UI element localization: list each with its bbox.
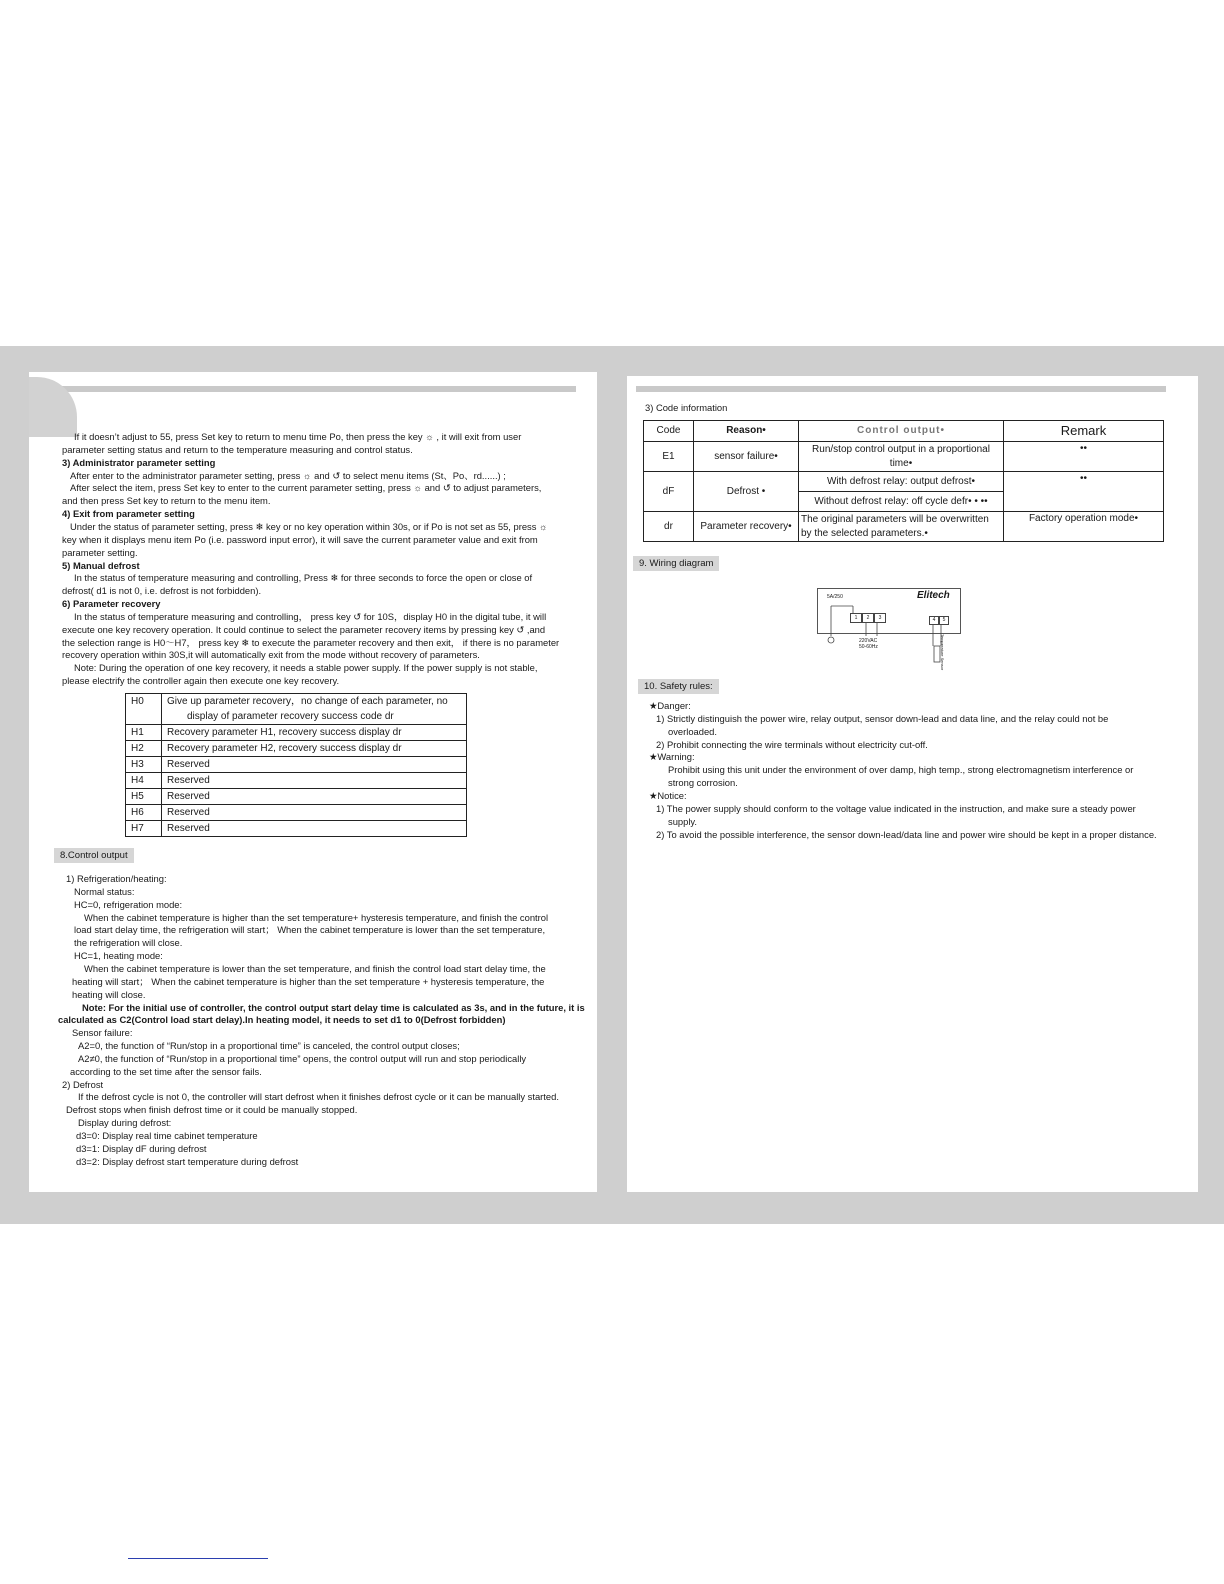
h-code-cell: H0	[126, 694, 162, 725]
h-code-cell: H1	[126, 725, 162, 741]
paragraph-line: please electrify the controller again then execute one key recovery.	[62, 675, 340, 687]
h-code-cell: H5	[126, 789, 162, 805]
page-header-bar	[636, 386, 1166, 392]
header-reason: Reason•	[694, 421, 799, 442]
right-page	[627, 376, 1198, 1192]
voltage-label: 220VAC	[859, 638, 878, 644]
h-desc-cell: Recovery parameter H2, recovery success display dr	[162, 741, 467, 757]
brand-logo: Elitech	[917, 590, 950, 601]
remark-cell: ••	[1004, 442, 1164, 472]
control-output-line: A2=0, the function of “Run/stop in a proportional time” is canceled, the control output closes;	[78, 1040, 460, 1052]
relay-rating: 5A/250	[827, 594, 843, 600]
control-output-line: calculated as C2(Control load start delay).In heating model, it needs to set d1 to 0(Defrost forbidden)	[58, 1014, 506, 1026]
paragraph-line: 3) Administrator parameter setting	[62, 456, 216, 468]
safety-rule-line: supply.	[668, 815, 698, 827]
control-output-line: the refrigeration will close.	[74, 937, 183, 949]
h-desc-line: display of parameter recovery success code dr	[187, 711, 394, 722]
table-row	[126, 821, 467, 837]
paragraph-line: recovery operation within 30S,it will automatically exit from the mode without recovery of parameters.	[62, 649, 480, 661]
safety-rule-line: 2) To avoid the possible interference, the sensor down-lead/data line and power wire should be kept in a proper distance.	[656, 828, 1157, 840]
paragraph-line: If it doesn’t adjust to 55, press Set key to return to menu time Po, then press the key ☼ , it will exit from user	[74, 431, 522, 442]
paragraph-line: defrost( d1 is not 0, i.e. defrost is not forbidden).	[62, 585, 262, 597]
wiring-diagram	[817, 586, 967, 671]
paragraph-line: After enter to the administrator parameter setting, press ☼ and ↺ to select menu items (St、Po、rd......) ;	[70, 469, 506, 481]
reason-cell: Defrost •	[694, 472, 799, 512]
output-cell: The original parameters will be overwritten by the selected parameters.•	[799, 512, 1004, 542]
control-output-line: Sensor failure:	[72, 1027, 133, 1039]
terminal-5: 5	[939, 616, 949, 625]
frequency-label: 50-60Hz	[859, 644, 878, 650]
table-row	[126, 757, 467, 773]
h-desc-cell: Reserved	[162, 789, 467, 805]
h-code-cell: H7	[126, 821, 162, 837]
output-cell: Run/stop control output in a proportional time•	[799, 442, 1004, 472]
page-header-bar	[59, 386, 576, 392]
h-code-cell: H3	[126, 757, 162, 773]
terminal-3: 3	[874, 613, 886, 623]
h-desc-line: Give up parameter recovery，no change of each parameter, no	[167, 696, 448, 707]
safety-rule-line: strong corrosion.	[668, 777, 738, 789]
header-remark: Remark	[1004, 421, 1164, 442]
control-output-line: Normal status:	[74, 885, 135, 897]
sensor-label: Temperature Sensor	[940, 634, 945, 671]
h-desc-cell: Reserved	[162, 757, 467, 773]
control-output-line: according to the set time after the sensor fails.	[70, 1065, 262, 1077]
control-output-line: HC=0, refrigeration mode:	[74, 898, 183, 910]
control-output-line: When the cabinet temperature is higher than the set temperature+ hysteresis temperature, and finish the control	[84, 911, 549, 923]
code-cell: E1	[644, 442, 694, 472]
paragraph-line: 4) Exit from parameter setting	[62, 508, 195, 520]
control-output-line: heating will close.	[72, 988, 146, 1000]
control-output-line: 2) Defrost	[62, 1078, 104, 1090]
control-output-line: d3=1: Display dF during defrost	[76, 1142, 207, 1154]
footnote-rule	[128, 1558, 268, 1559]
h-desc-cell: Reserved	[162, 821, 467, 837]
terminal-4: 4	[929, 616, 939, 625]
remark-cell: Factory operation mode•	[1004, 512, 1164, 542]
h-code-cell: H4	[126, 773, 162, 789]
paragraph-line: and then press Set key to return to the menu item.	[62, 495, 271, 507]
control-output-line: load start delay time, the refrigeration will start； When the cabinet temperature is lower than the set temperature,	[74, 924, 546, 936]
control-output-line: d3=0: Display real time cabinet temperature	[76, 1130, 258, 1141]
control-output-line: Note: For the initial use of controller, the control output start delay time is calculated as 3s, and in the future, it is	[82, 1001, 585, 1013]
safety-rule-line: ★Danger:	[649, 700, 691, 711]
header-control-output: Control output•	[799, 421, 1004, 442]
control-output-line: Defrost stops when finish defrost time or it could be manually stopped.	[66, 1104, 358, 1116]
output-cell: Without defrost relay: off cycle defr• • ••	[799, 492, 1004, 512]
paragraph-line: Under the status of parameter setting, press ❄ key or no key operation within 30s, or if Po is not set as 55, press ☼	[70, 520, 548, 532]
remark-cell: ••	[1004, 472, 1164, 512]
left-page	[29, 372, 597, 1192]
h-desc-cell: Recovery parameter H1, recovery success display dr	[162, 725, 467, 741]
paragraph-line: In the status of temperature measuring and controlling， press key ↺ for 10S，display H0 in the digital tube, it will	[74, 610, 547, 622]
table-row	[126, 805, 467, 821]
h-desc-cell: Reserved	[162, 805, 467, 821]
table-row	[126, 741, 467, 757]
safety-rule-line: 2) Prohibit connecting the wire terminals without electricity cut-off.	[656, 738, 928, 750]
safety-rule-line: Prohibit using this unit under the environment of over damp, high temp., strong electromagnetism interference or	[668, 764, 1134, 776]
control-output-line: When the cabinet temperature is lower than the set temperature, and finish the control load start delay time, the	[84, 962, 546, 974]
h-desc-cell	[162, 694, 467, 725]
code-cell: dr	[644, 512, 694, 542]
h-recovery-table	[125, 693, 467, 837]
safety-rule-line: 1) Strictly distinguish the power wire, relay output, sensor down-lead and data line, and the relay could not be	[656, 712, 1109, 724]
paragraph-line: 6) Parameter recovery	[62, 598, 161, 610]
control-output-line: HC=1, heating mode:	[74, 950, 163, 962]
control-output-line: A2≠0, the function of “Run/stop in a proportional time” opens, the control output will run and stop periodically	[78, 1052, 527, 1064]
paragraph-line: 5) Manual defrost	[62, 559, 140, 571]
section-9-title: 9. Wiring diagram	[633, 556, 719, 571]
safety-rule-line: ★Notice:	[649, 789, 687, 801]
h-code-cell: H2	[126, 741, 162, 757]
terminal-2: 2	[862, 613, 874, 623]
section-10-title: 10. Safety rules:	[638, 679, 719, 694]
h-code-cell: H6	[126, 805, 162, 821]
control-output-line: heating will start； When the cabinet temperature is higher than the set temperature + hysteresis temperature, the	[72, 975, 545, 987]
code-information-table	[643, 420, 1164, 542]
section-8-title: 8.Control output	[54, 848, 134, 863]
table-row	[126, 773, 467, 789]
output-cell: With defrost relay: output defrost•	[799, 472, 1004, 492]
table-row	[126, 694, 467, 725]
paragraph-line: parameter setting status and return to the temperature measuring and control status.	[62, 443, 413, 455]
paragraph-line: parameter setting.	[62, 546, 138, 558]
paragraph-line: the selection range is H0～H7， press key ❄ to execute the parameter recovery and then exit， if there is no parameter	[62, 636, 560, 648]
paragraph-line: Note: During the operation of one key recovery, it needs a stable power supply. If the power supply is not stable,	[74, 662, 538, 674]
control-output-line: Display during defrost:	[78, 1117, 172, 1129]
paragraph-line: After select the item, press Set key to enter to the current parameter setting, press ☼ and ↺ to adjust parameters,	[70, 482, 542, 494]
safety-rule-line: ★Warning:	[649, 751, 695, 763]
table-row	[126, 725, 467, 741]
safety-rule-line: 1) The power supply should conform to the voltage value indicated in the instruction, and make sure a steady power	[656, 802, 1136, 814]
h-desc-cell: Reserved	[162, 773, 467, 789]
control-output-line: 1) Refrigeration/heating:	[66, 873, 167, 884]
safety-rule-line: overloaded.	[668, 725, 717, 737]
code-cell: dF	[644, 472, 694, 512]
terminal-1: 1	[850, 613, 862, 623]
control-output-line: d3=2: Display defrost start temperature during defrost	[76, 1155, 299, 1167]
control-output-line: If the defrost cycle is not 0, the controller will start defrost when it finishes defrost cycle or it can be manually started.	[78, 1091, 559, 1103]
reason-cell: Parameter recovery•	[694, 512, 799, 542]
paragraph-line: execute one key recovery operation. It could continue to select the parameter recovery items by pressing key ↺ ,and	[62, 623, 546, 635]
paragraph-line: key when it displays menu item Po (i.e. password input error), it will save the current parameter value and exit from	[62, 533, 538, 545]
reason-cell: sensor failure•	[694, 442, 799, 472]
code-info-title: 3) Code information	[645, 402, 728, 413]
table-row	[126, 789, 467, 805]
paragraph-line: In the status of temperature measuring and controlling, Press ❄ for three seconds to force the open or close of	[74, 572, 533, 584]
header-code: Code	[644, 421, 694, 442]
